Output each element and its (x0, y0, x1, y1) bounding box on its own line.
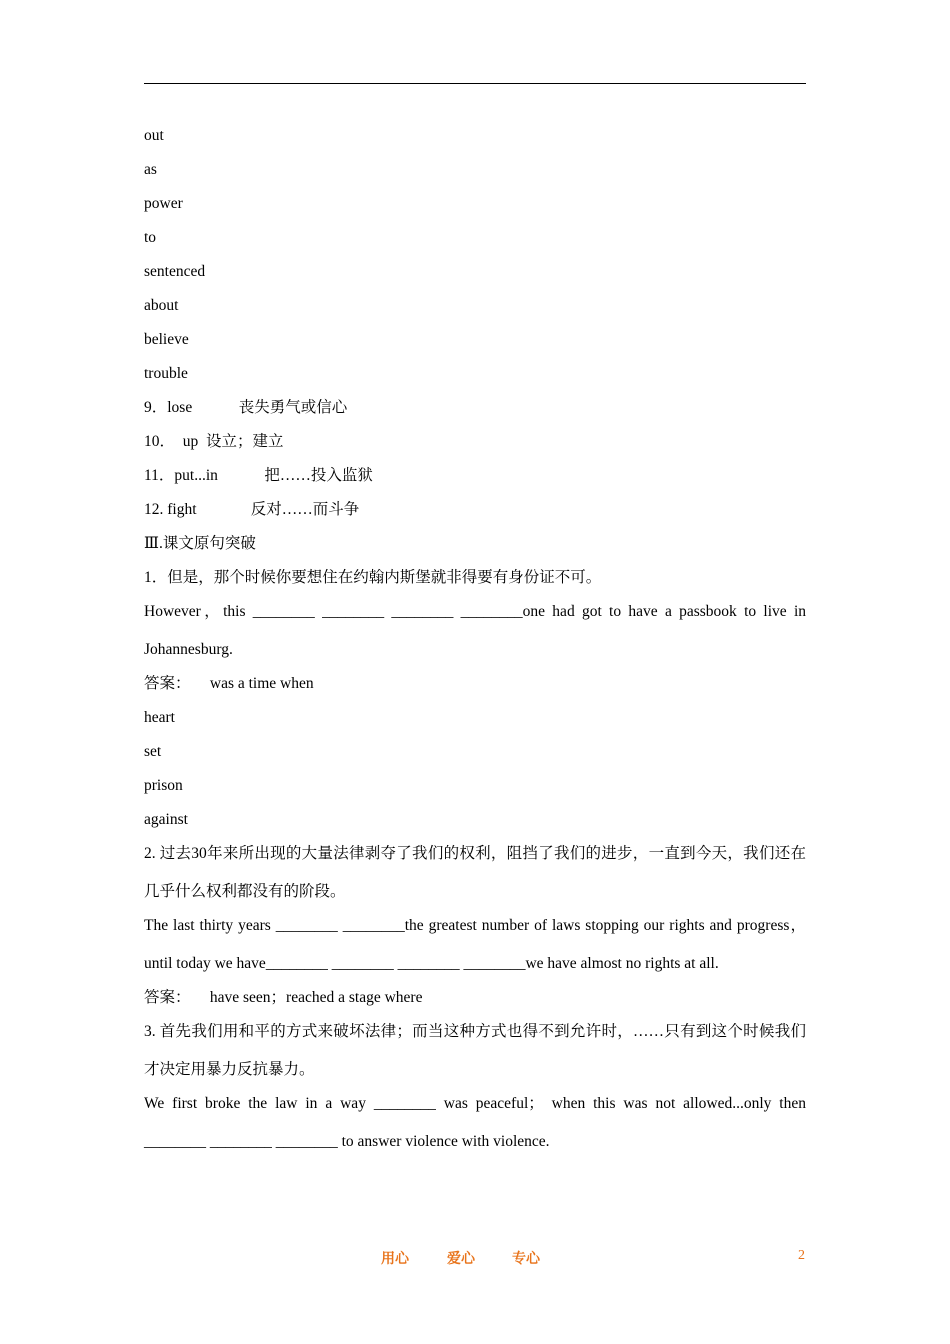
phrase-item: 9．lose 丧失勇气或信心 (144, 399, 348, 416)
section-heading: Ⅲ.课文原句突破 (144, 535, 256, 552)
answer-item: believe (144, 331, 189, 348)
phrase-item: 10． up 设立；建立 (144, 433, 284, 450)
answer-item: to (144, 229, 157, 246)
footer-motto-2: 爱心 (447, 1252, 475, 1267)
question-2-english: The last thirty years ________ ________the greatest number of laws stopping our rights and progress，until today we have________ ________ ________ ________we have almost no rights at all. (144, 917, 806, 972)
answer-item: heart (144, 709, 175, 726)
answer-item: prison (144, 777, 183, 794)
question-2-chinese: 2. 过去30年来所出现的大量法律剥夺了我们的权利，阻挡了我们的进步，一直到今天，我们还在几乎什么权利都没有的阶段。 (144, 845, 806, 900)
question-2-answer: 答案： have seen；reached a stage where (144, 989, 423, 1006)
answer-item: out (144, 127, 164, 144)
answer-item: trouble (144, 365, 188, 382)
question-1-chinese: 1．但是，那个时候你要想住在约翰内斯堡就非得要有身份证不可。 (144, 569, 602, 586)
answer-item: sentenced (144, 263, 206, 280)
answer-item: about (144, 297, 179, 314)
footer-motto-3: 专心 (512, 1252, 540, 1267)
page-footer (0, 1248, 950, 1268)
footer-motto-1: 用心 (381, 1252, 409, 1267)
header-rule (144, 83, 806, 84)
question-3-chinese: 3. 首先我们用和平的方式来破坏法律；而当这种方式也得不到允许时，……只有到这个时候我们才决定用暴力反抗暴力。 (144, 1023, 806, 1078)
question-3-english: We first broke the law in a way ________ was peaceful； when this was not allowed...only then ________ ________ ________ to answer violence with violence. (144, 1095, 806, 1150)
question-1-english: However，this ________ ________ ________ ________one had got to have a passbook to live in Johannesburg. (144, 603, 806, 658)
phrase-item: 12. fight 反对……而斗争 (144, 501, 360, 518)
phrase-item: 11．put...in 把……投入监狱 (144, 467, 373, 484)
answer-item: as (144, 161, 157, 178)
answer-item: set (144, 743, 162, 760)
document-body (144, 124, 806, 1164)
answer-item: power (144, 195, 183, 212)
question-1-answer: 答案： was a time when (144, 675, 314, 692)
answer-item: against (144, 811, 188, 828)
page-number: 2 (798, 1248, 805, 1263)
